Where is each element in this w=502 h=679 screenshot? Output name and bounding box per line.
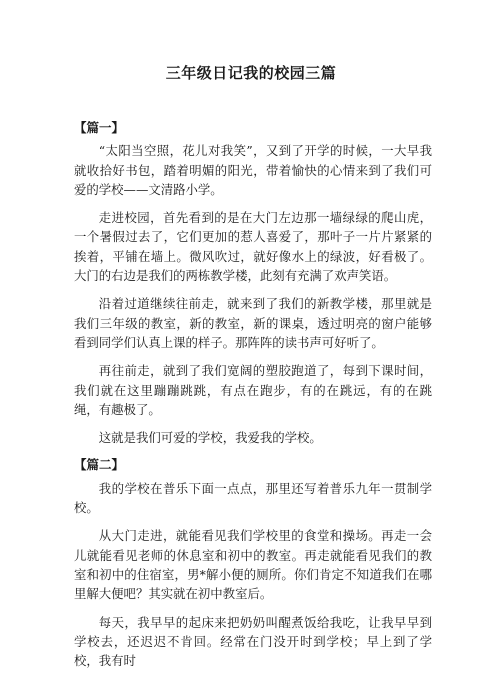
paragraph: “太阳当空照，花儿对我笑”，又到了开学的时候，一大早我就收拾好书包，踏着明媚的阳光，带着愉快的心情来到了我们可爱的学校——文清路小学。 bbox=[74, 143, 432, 197]
paragraph: 沿着过道继续往前走，就来到了我们的新教学楼，那里就是我们三年级的教室，新的教室，新的课桌，透过明亮的窗户能够看到同学们认真上课的样子。那阵阵的读书声可好听了。 bbox=[74, 296, 432, 350]
paragraph: 再往前走，就到了我们宽阔的塑胶跑道了，每到下课时间，我们就在这里蹦蹦跳跳，有点在跑步，有的在跳远，有的在跳绳，有趣极了。 bbox=[74, 363, 432, 417]
section-heading: 【篇一】 bbox=[74, 120, 125, 135]
document-body bbox=[74, 118, 432, 679]
document-title: 三年级日记我的校园三篇 bbox=[165, 64, 337, 82]
paragraph: 每天，我早早的起床来把奶奶叫醒煮饭给我吃，让我早早到学校去，还迟迟不肯回。经常在门没开时到学校；早上到了学校，我有时 bbox=[74, 614, 432, 669]
paragraph: 走进校园，首先看到的是在大门左边那一墙绿绿的爬山虎，一个暑假过去了，它们更加的惹人喜爱了，那叶子一片片紧紧的挨着，平铺在墙上。微风吹过，就好像水上的绿波，好看极了。大门的右边是我们的两栋教学楼，此刻有充满了欢声笑语。 bbox=[74, 210, 432, 284]
section-heading: 【篇二】 bbox=[74, 457, 125, 473]
paragraph: 我的学校在普乐下面一点点，那里还写着普乐九年一贯制学校。 bbox=[74, 480, 432, 516]
paragraph: 从大门走进，就能看见我们学校里的食堂和操场。再走一会儿就能看见老师的休息室和初中的教室。再走就能看见我们的教室和初中的住宿室，男*解小便的厕所。你们肯定不知道我们在哪里解大便吧？其实就在初中教室后。 bbox=[74, 528, 432, 602]
paragraph: 这就是我们可爱的学校，我爱我的学校。 bbox=[98, 430, 322, 446]
